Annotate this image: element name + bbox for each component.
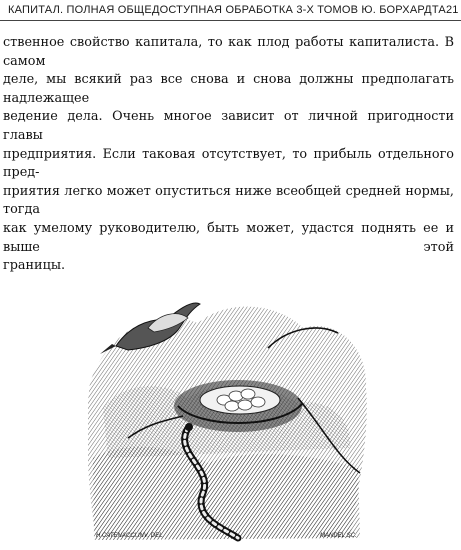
- header-rule: [0, 20, 461, 21]
- body-paragraph: [3, 34, 454, 276]
- running-header: [0, 0, 461, 26]
- text-line: границы.: [3, 258, 66, 274]
- text-line: приятия легко может опуститься ниже всеобщей средней нормы, тогда: [3, 183, 454, 218]
- text-line: ведение дела. Очень многое зависит от личной пригодности главы: [3, 109, 454, 143]
- engraver-signature: MANDEL SC.: [320, 533, 357, 539]
- artist-signature: H.CATENACCI.INV. DEL.: [96, 533, 165, 539]
- running-header-title: КАПИТАЛ. ПОЛНАЯ ОБЩЕДОСТУПНАЯ ОБРАБОТКА 3-Х ТОМОВ Ю. БОРХАРДТА: [8, 4, 446, 16]
- text-line: деле, мы всякий раз все снова и снова должны предполагать надлежащее: [3, 72, 454, 106]
- text-line: ственное свойство капитала, то как плод работы капиталиста. В самом: [3, 35, 454, 69]
- page-number: 21: [445, 4, 459, 16]
- engraving-illustration: [88, 288, 370, 548]
- text-line: как умелому руководителю, быть может, удастся поднять ее и выше этой: [3, 220, 454, 255]
- text-line: предприятия. Если таковая отсутствует, то прибыль отдельного пред-: [3, 146, 454, 181]
